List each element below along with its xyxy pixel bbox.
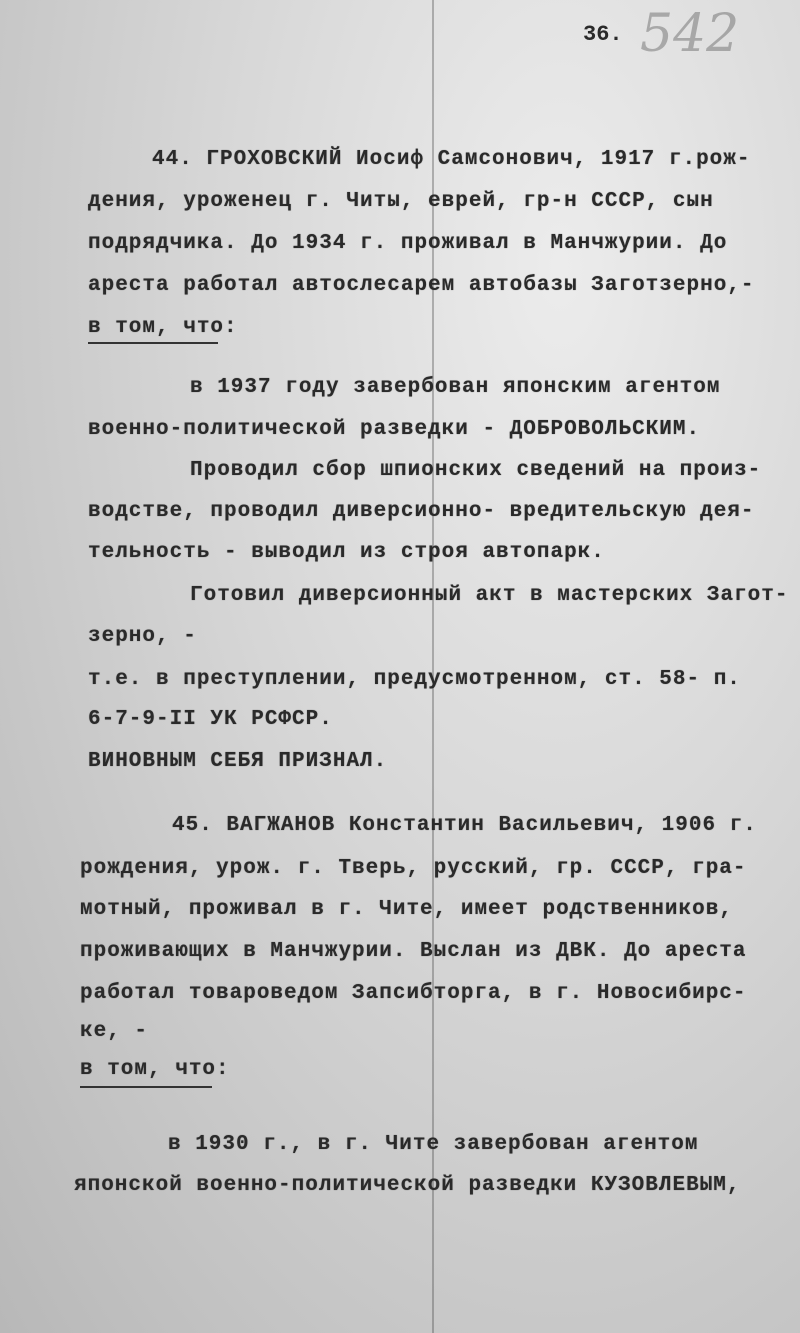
entry44-line-2: дения, уроженец г. Читы, еврей, гр-н СССР, сын (88, 190, 714, 213)
entry45-line-4: проживающих в Манчжурии. Выслан из ДВК. До ареста (80, 940, 747, 963)
entry44-line-9: водстве, проводил диверсионно- вредительскую дея- (88, 500, 755, 523)
entry45-line-8: в 1930 г., в г. Чите завербован агентом (168, 1133, 699, 1156)
entry44-line-13: т.е. в преступлении, предусмотренном, ст. 58- п. (88, 668, 741, 691)
entry45-line-5: работал товароведом Запсибторга, в г. Новосибирс- (80, 982, 747, 1005)
entry44-line-10: тельность - выводил из строя автопарк. (88, 541, 605, 564)
page-number: 36. (583, 22, 623, 47)
entry45-line-1: 45. ВАГЖАНОВ Константин Васильевич, 1906 г. (172, 814, 757, 837)
handwritten-page-number: 542 (640, 4, 740, 64)
entry44-verdict: ВИНОВНЫМ СЕБЯ ПРИЗНАЛ. (88, 750, 388, 773)
entry44-line-1: 44. ГРОХОВСКИЙ Иосиф Самсонович, 1917 г.рож- (152, 148, 751, 171)
entry44-in-that-label: в том, что: (88, 316, 238, 339)
entry45-line-3: мотный, проживал в г. Чите, имеет родственников, (80, 898, 733, 921)
entry44-line-14: 6-7-9-II УК РСФСР. (88, 708, 333, 731)
entry44-line-4: ареста работал автослесарем автобазы Заготзерно,- (88, 274, 755, 297)
entry45-in-that-label: в том, что: (80, 1058, 230, 1081)
entry44-line-8: Проводил сбор шпионских сведений на произ- (190, 459, 762, 482)
entry44-line-3: подрядчика. До 1934 г. проживал в Манчжурии. До (88, 232, 728, 255)
entry44-line-6: в 1937 году завербован японским агентом (190, 376, 721, 399)
entry45-double-underline (80, 1086, 212, 1088)
entry45-line-2: рождения, урож. г. Тверь, русский, гр. СССР, гра- (80, 857, 747, 880)
entry44-line-11: Готовил диверсионный акт в мастерских Загот- (190, 584, 789, 607)
entry44-double-underline (88, 342, 218, 344)
entry45-line-6: ке, - (80, 1020, 149, 1043)
entry44-line-12: зерно, - (88, 625, 197, 648)
entry45-line-9: японской военно-политической разведки КУЗОВЛЕВЫМ, (74, 1174, 741, 1197)
entry44-line-7: военно-политической разведки - ДОБРОВОЛЬСКИМ. (88, 418, 701, 441)
